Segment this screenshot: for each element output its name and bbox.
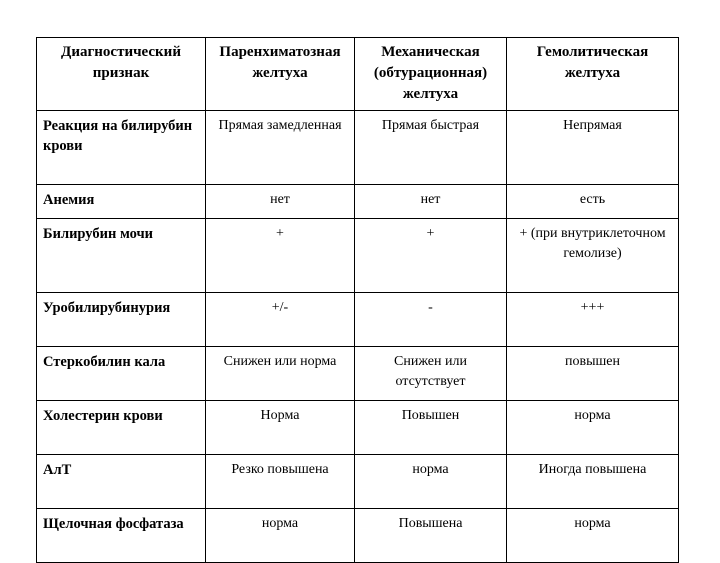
cell-hemolytic: есть (507, 185, 679, 219)
row-label: Реакция на билирубин крови (37, 111, 206, 185)
cell-hemolytic: норма (507, 401, 679, 455)
table-row (37, 401, 679, 455)
table-row (37, 293, 679, 347)
cell-mechanical: - (355, 293, 507, 347)
header-row (37, 38, 679, 111)
cell-mechanical: норма (355, 455, 507, 509)
cell-hemolytic: Непрямая (507, 111, 679, 185)
cell-hemolytic: повышен (507, 347, 679, 401)
cell-parenchymal: нет (206, 185, 355, 219)
table-row (37, 455, 679, 509)
header-hemolytic-jaundice: Гемолитическая желтуха (507, 38, 679, 111)
header-mechanical-jaundice: Механическая (обтурационная) желтуха (355, 38, 507, 111)
cell-parenchymal: + (206, 219, 355, 293)
cell-hemolytic: + (при внутриклеточном гемолизе) (507, 219, 679, 293)
cell-mechanical: нет (355, 185, 507, 219)
cell-hemolytic: +++ (507, 293, 679, 347)
table-row (37, 185, 679, 219)
cell-parenchymal: Резко повышена (206, 455, 355, 509)
header-diagnostic-sign: Диагностический признак (37, 38, 206, 111)
row-label: Щелочная фосфатаза (37, 509, 206, 563)
row-label: Стеркобилин кала (37, 347, 206, 401)
cell-parenchymal: норма (206, 509, 355, 563)
jaundice-differential-table (36, 37, 679, 563)
row-label: Холестерин крови (37, 401, 206, 455)
table-row (37, 111, 679, 185)
row-label: Анемия (37, 185, 206, 219)
cell-mechanical: + (355, 219, 507, 293)
table-row (37, 347, 679, 401)
cell-parenchymal: +/- (206, 293, 355, 347)
header-parenchymal-jaundice: Паренхиматозная желтуха (206, 38, 355, 111)
cell-hemolytic: норма (507, 509, 679, 563)
cell-parenchymal: Прямая замедленная (206, 111, 355, 185)
cell-parenchymal: Снижен или норма (206, 347, 355, 401)
table-row (37, 219, 679, 293)
cell-mechanical: Снижен или отсутствует (355, 347, 507, 401)
cell-mechanical: Повышен (355, 401, 507, 455)
row-label: Билирубин мочи (37, 219, 206, 293)
row-label: Уробилирубинурия (37, 293, 206, 347)
table-row (37, 509, 679, 563)
cell-mechanical: Прямая быстрая (355, 111, 507, 185)
row-label: АлТ (37, 455, 206, 509)
cell-mechanical: Повышена (355, 509, 507, 563)
cell-hemolytic: Иногда повышена (507, 455, 679, 509)
cell-parenchymal: Норма (206, 401, 355, 455)
